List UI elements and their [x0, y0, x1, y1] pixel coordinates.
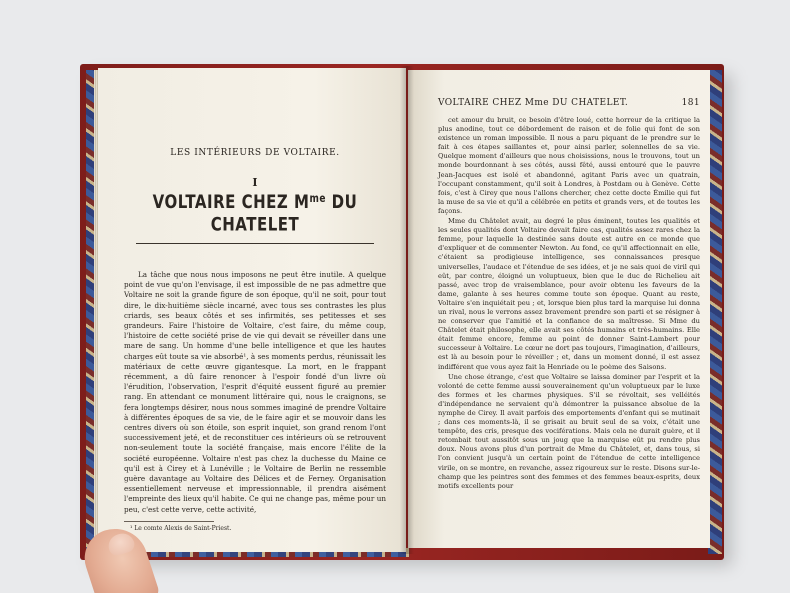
right-paragraph: Une chose étrange, c'est que Voltaire se laissa dominer par l'esprit et la volonté de cette femme aussi souverainement qu'un voluptueux par le luxe des formes et les charmes physiques. S'il se révoltait, ses velléités d'indépendance ne servaient qu'à démontrer la puissance absolue de la nymphe de Cirey. Il avait parfois des emportements d'enfant qui se mutinait ; dans ces moments-là, il se grisait au bruit seul de sa voix, c'était une tempête, des cris, presque des vociférations. Mais cela ne durait guère, et il retombait tout aussitôt sous un joug que la marquise eût pu rendre plus doux. Nous avons plus d'un portrait de Mme du Châtelet, et, dans tous, si l'on convient jusqu'à un certain point de l'étendue de cette intelligence virile, on se montre, en revanche, assez rigoureux sur le reste. Disons sur-le-champ que les peintres sont des femmes et des femmes beaux-esprits, deux motifs excellents pour: [438, 372, 700, 490]
marbled-edge-right: [708, 70, 722, 554]
chapter-title: [124, 191, 386, 236]
chapter-number: I: [252, 176, 258, 189]
page-number: 181: [681, 98, 700, 108]
right-paragraph: Mme du Châtelet avait, au degré le plus éminent, toutes les qualités et les seules qualités dont Voltaire devait faire cas, qualités assez rares chez la femme, pour laquelle la destinée sans doute est autre en ce monde que d'expliquer et de commenter Newton. Au fond, ce qu'il affectionnait en elle, c'étaient sa prodigieuse intelligence, ses connaissances presque universelles, l'audace et l'étendue de ses idées, et je ne sais quoi de viril qui eût, par contre, éloigné un voluptueux, bien que le duc de Richelieu ait passé, avec trop de vraisemblance, pour avoir obtenu les faveurs de la dame, galante à ses heures comme toute son époque. Quant au reste, Voltaire s'en inquiétait peu ; et, lorsque bien plus tard la marquise lui donna un rival, nous le verrons assez bravement prendre son parti et se résigner à ne conserver que l'amitié et la confiance de sa maîtresse. Si Mme du Châtelet était philosophe, elle avait ses côtés humains et très-humains. Elle était femme encore, femme au point de donner Saint-Lambert pour successeur à Voltaire. Le cœur ne dort pas toujours, l'imagination, d'ailleurs, est là au besoin pour le réveiller ; et, dans un moment donné, il est assez indifférent que vous ayez fait la Henriade ou le poème des Saisons.: [438, 217, 700, 371]
title-rule: [136, 243, 374, 244]
chapter-title-superscript: me: [309, 193, 326, 206]
left-page-paragraph: La tâche que nous nous imposons ne peut être inutile. A quelque point de vue qu'on l'envisage, il est impossible de ne pas admettre que Voltaire ne soit la grande figure de son époque, qu'il ne soit, pour tout dire, le dix-huitième siècle incarné, avec tous ses contrastes les plus criards, ses beaux côtés et ses infirmités, ses petitesses et ses grandeurs. Faire l'histoire de Voltaire, c'est faire, du même coup, l'histoire de cette société prise de vie qui devait se réveiller dans une mare de sang. Un homme d'une belle intelligence et que les hautes charges eût toute sa vie absorbé¹, à ses moments perdus, réunissait les matériaux de cette œuvre gigantesque. La mort, en le frappant récemment, a dû faire renoncer à l'espoir fondé d'un livre où l'érudition, l'observation, l'esprit d'équité eussent figuré au premier rang. En attendant ce monument littéraire qui, nous le craignons, se fera longtemps désirer, nous nous sommes imaginé de prendre Voltaire à différentes époques de sa vie, de le faire agir et se mouvoir dans les centres divers où son étoile, son esprit inquiet, son grand renom l'ont successivement jeté, et de reconstituer ces intérieurs où se retrouvent non-seulement toute la société française, mais encore l'élite de la société européenne. Voltaire n'est pas chez la duchesse du Maine ce qu'il est à Cirey et à Lunéville ; le Voltaire de Berlin ne ressemble guère davantage au Voltaire des Délices et de Ferney. Organisation essentiellement nerveuse et impressionnable, il prendra aisément l'empreinte des lieux qu'il habite. Ce qui ne change pas, même pour un peu, c'est cette verve, cette activité,: [124, 270, 386, 514]
running-head-title: VOLTAIRE CHEZ Mme DU CHATELET.: [438, 98, 629, 108]
running-head: [438, 98, 700, 108]
right-page-text: [438, 116, 700, 491]
chapter-title-end: DU CHATELET: [210, 190, 358, 236]
footnote-rule: [124, 521, 214, 522]
left-page: [98, 68, 406, 552]
chapter-title-main: VOLTAIRE CHEZ M: [152, 190, 310, 213]
right-paragraph: cet amour du bruit, ce besoin d'être loué, cette horreur de la critique la plus anodine, tout ce débordement de raison et de folie qui font de son existence un roman impossible. Il nous a paru piquant de le prendre sur le fait à ces étapes saillantes et, pour ainsi parler, solennelles de sa vie. Quelque moment d'ailleurs que nous choisissions, nous le trouvons, tout un monde bourdonnant à ses côtés, aussi fêté, aussi entouré que le pauvre Jean-Jacques est isolé et abandonné, agitant Paris avec un quatrain, l'occupant constamment, qu'il soit à Londres, à Postdam ou à Genève. Cette fois, c'est à Cirey que nous l'allons chercher, chez cette docte Émilie qui fut la muse de sa vie et qu'il a célébrée en petits et grands vers, et de toutes les façons.: [438, 116, 700, 215]
footnote: ¹ Le comte Alexis de Saint-Priest.: [130, 524, 232, 532]
book-gutter: [400, 66, 414, 554]
series-title: LES INTÉRIEURS DE VOLTAIRE.: [170, 148, 340, 158]
right-page: [408, 70, 710, 548]
